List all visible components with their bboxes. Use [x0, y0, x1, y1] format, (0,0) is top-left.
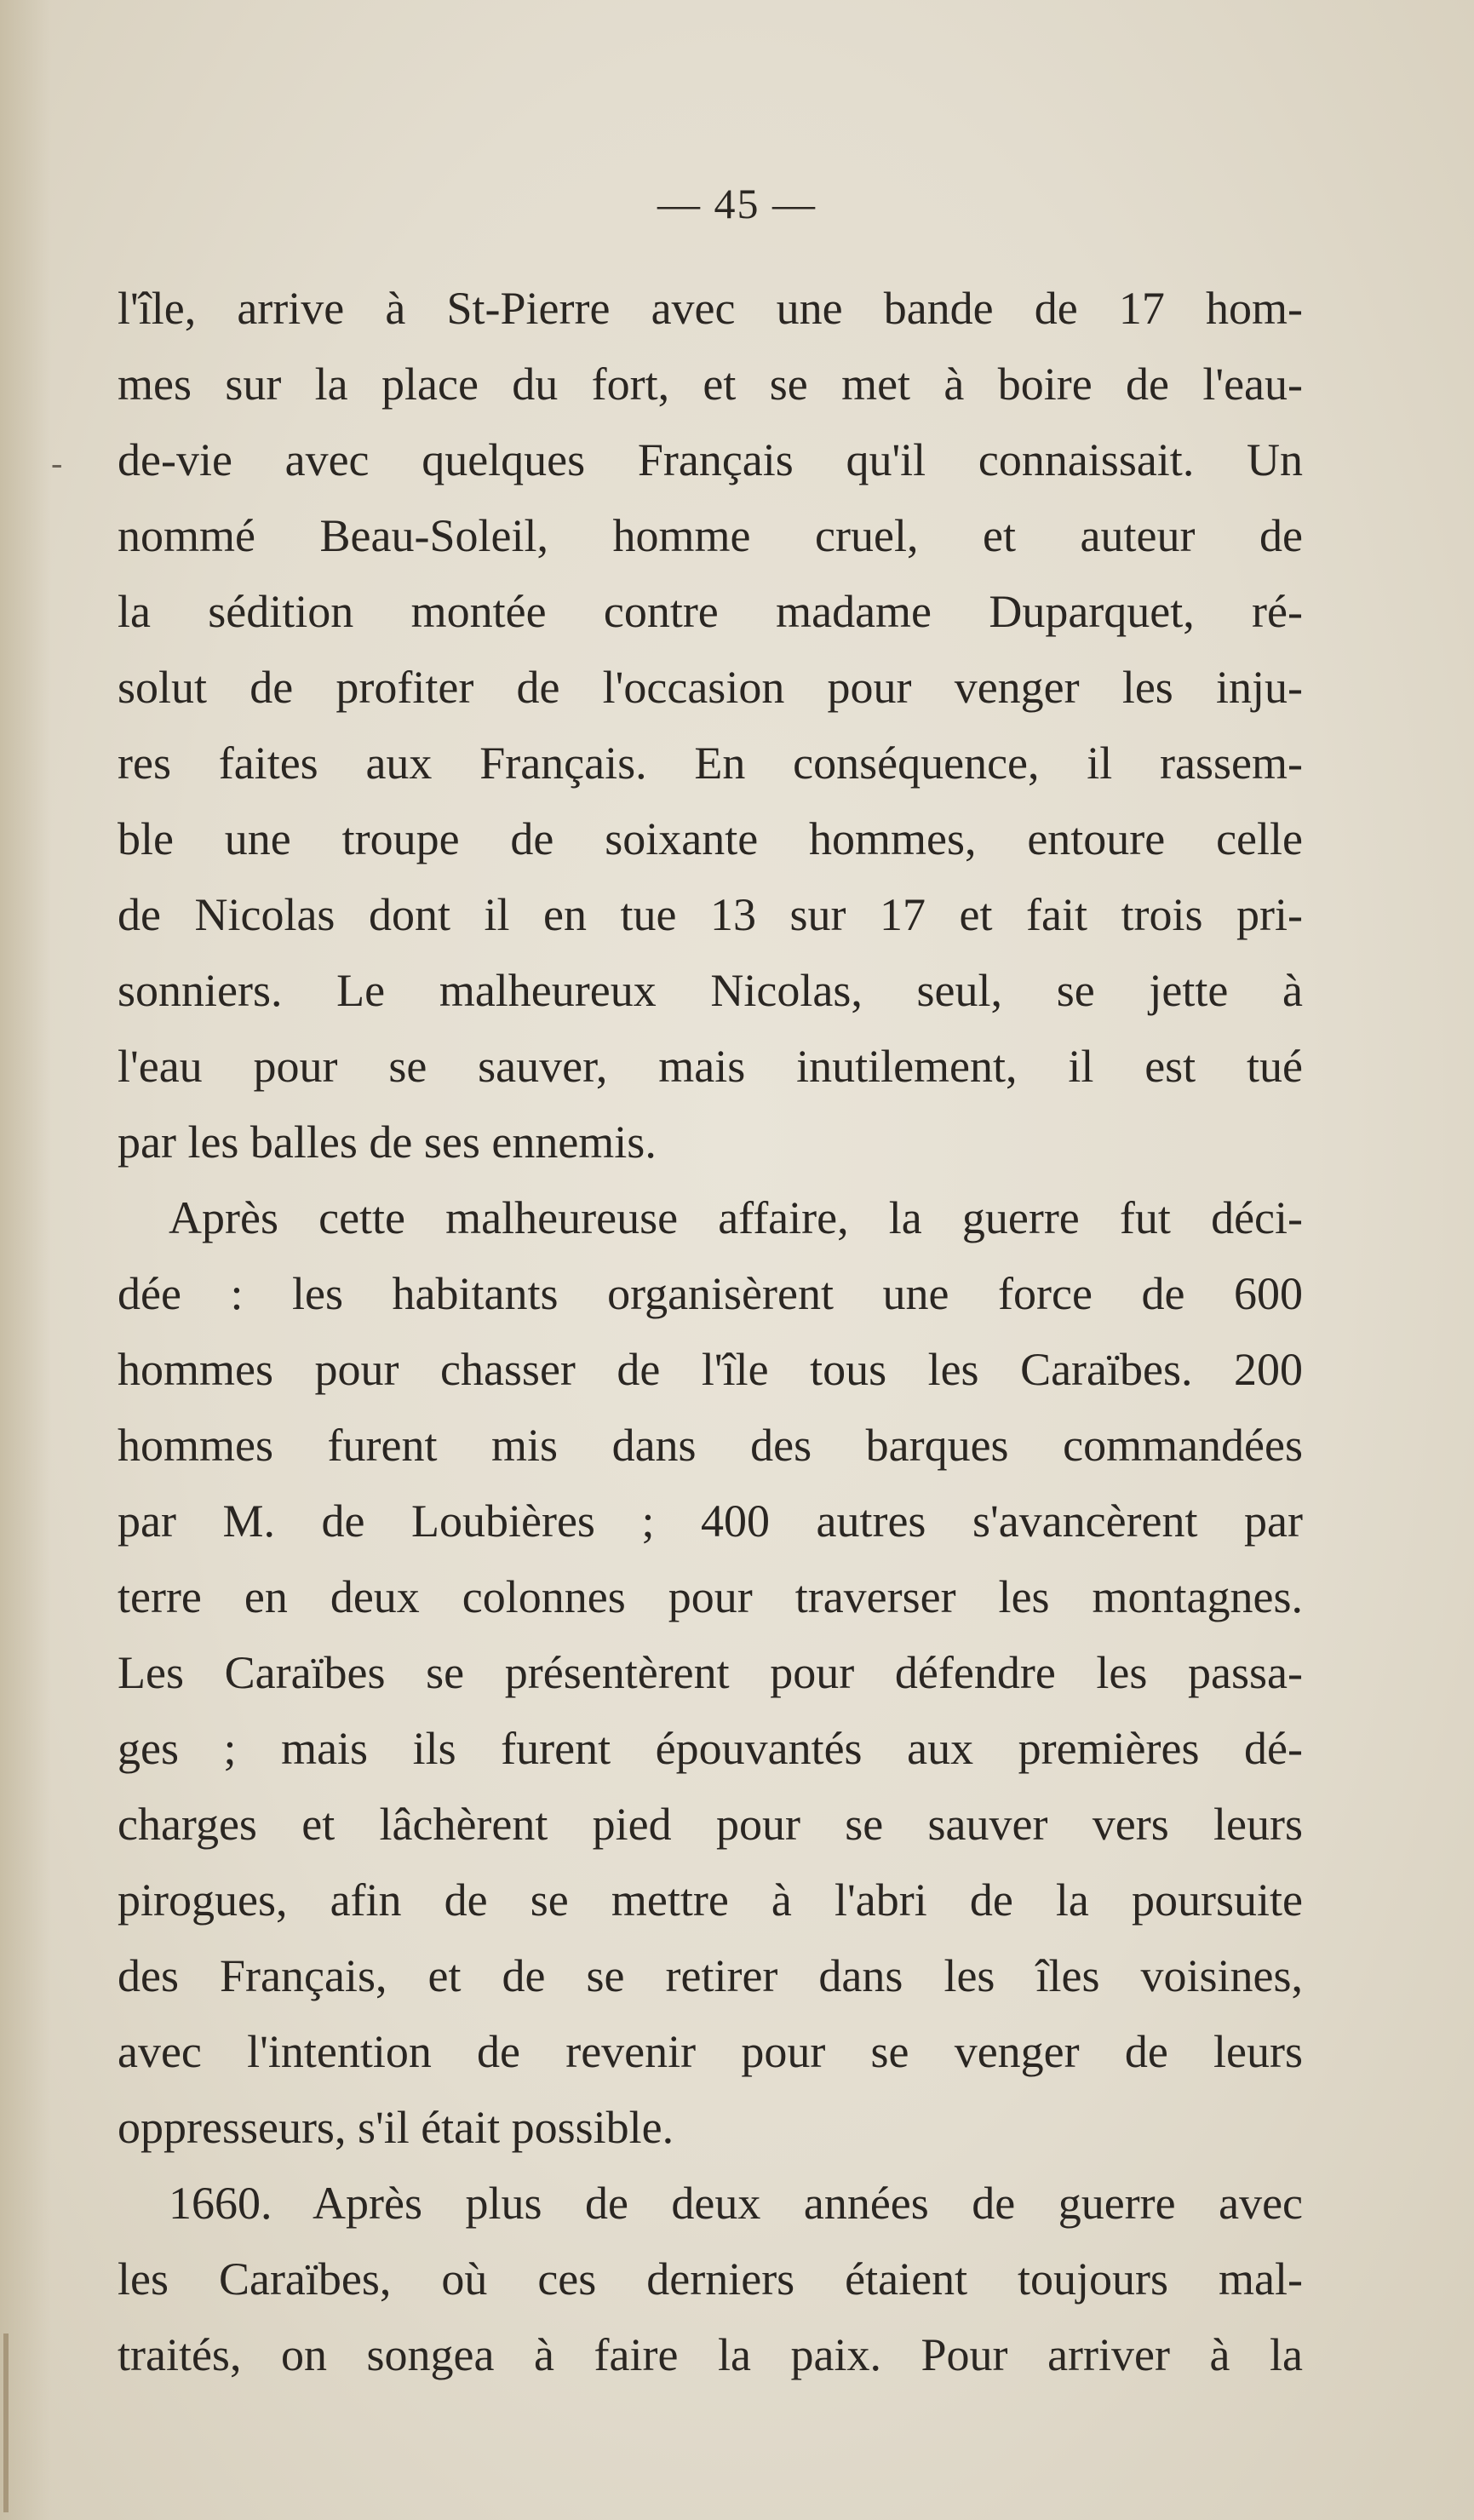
text-line: Les Caraïbes se présentèrent pour défendre les passa- [118, 1647, 1303, 1698]
text-line: par les balles de ses ennemis. [118, 1116, 657, 1168]
text-line: mes sur la place du fort, et se met à boire de l'eau- [118, 359, 1303, 410]
text-line: charges et lâchèrent pied pour se sauver vers leurs [118, 1799, 1303, 1850]
text-line: Après cette malheureuse affaire, la guerre fut déci- [169, 1192, 1303, 1243]
text-line: dée : les habitants organisèrent une force de 600 [118, 1268, 1303, 1319]
text-line: sonniers. Le malheureux Nicolas, seul, se jette à [118, 965, 1303, 1016]
body-text [118, 271, 1303, 2393]
page-edge-shadow [0, 0, 51, 2520]
text-line: solut de profiter de l'occasion pour venger les inju- [118, 662, 1303, 713]
text-line: l'île, arrive à St-Pierre avec une bande de 17 hom- [118, 283, 1303, 334]
text-line: hommes pour chasser de l'île tous les Caraïbes. 200 [118, 1344, 1303, 1395]
text-line: ble une troupe de soixante hommes, entoure celle [118, 813, 1303, 864]
text-line: par M. de Loubières ; 400 autres s'avancèrent par [118, 1495, 1303, 1547]
text-line: hommes furent mis dans des barques commandées [118, 1420, 1303, 1471]
text-line: pirogues, afin de se mettre à l'abri de la poursuite [118, 1874, 1303, 1926]
text-line: de Nicolas dont il en tue 13 sur 17 et fait trois pri- [118, 889, 1303, 940]
text-line: oppresseurs, s'il était possible. [118, 2102, 674, 2153]
text-line: les Caraïbes, où ces derniers étaient toujours mal- [118, 2253, 1303, 2305]
text-line: ges ; mais ils furent épouvantés aux premières dé- [118, 1723, 1303, 1774]
text-line: 1660. Après plus de deux années de guerre avec [169, 2178, 1303, 2229]
text-line: nommé Beau-Soleil, homme cruel, et auteur de [118, 510, 1303, 561]
binding-edge-mark [3, 2333, 9, 2512]
text-line: res faites aux Français. En conséquence, il rassem- [118, 738, 1303, 789]
text-line: traités, on songea à faire la paix. Pour arriver à la [118, 2329, 1303, 2380]
page-number: — 45 — [657, 180, 817, 227]
margin-mark: - [51, 444, 63, 482]
text-line: des Français, et de se retirer dans les îles voisines, [118, 1950, 1303, 2001]
text-line: avec l'intention de revenir pour se venger de leurs [118, 2026, 1303, 2077]
text-line: l'eau pour se sauver, mais inutilement, il est tué [118, 1041, 1303, 1092]
text-line: la sédition montée contre madame Duparquet, ré- [118, 586, 1303, 637]
text-line: terre en deux colonnes pour traverser les montagnes. [118, 1571, 1303, 1622]
text-line: de-vie avec quelques Français qu'il connaissait. Un [118, 434, 1303, 485]
